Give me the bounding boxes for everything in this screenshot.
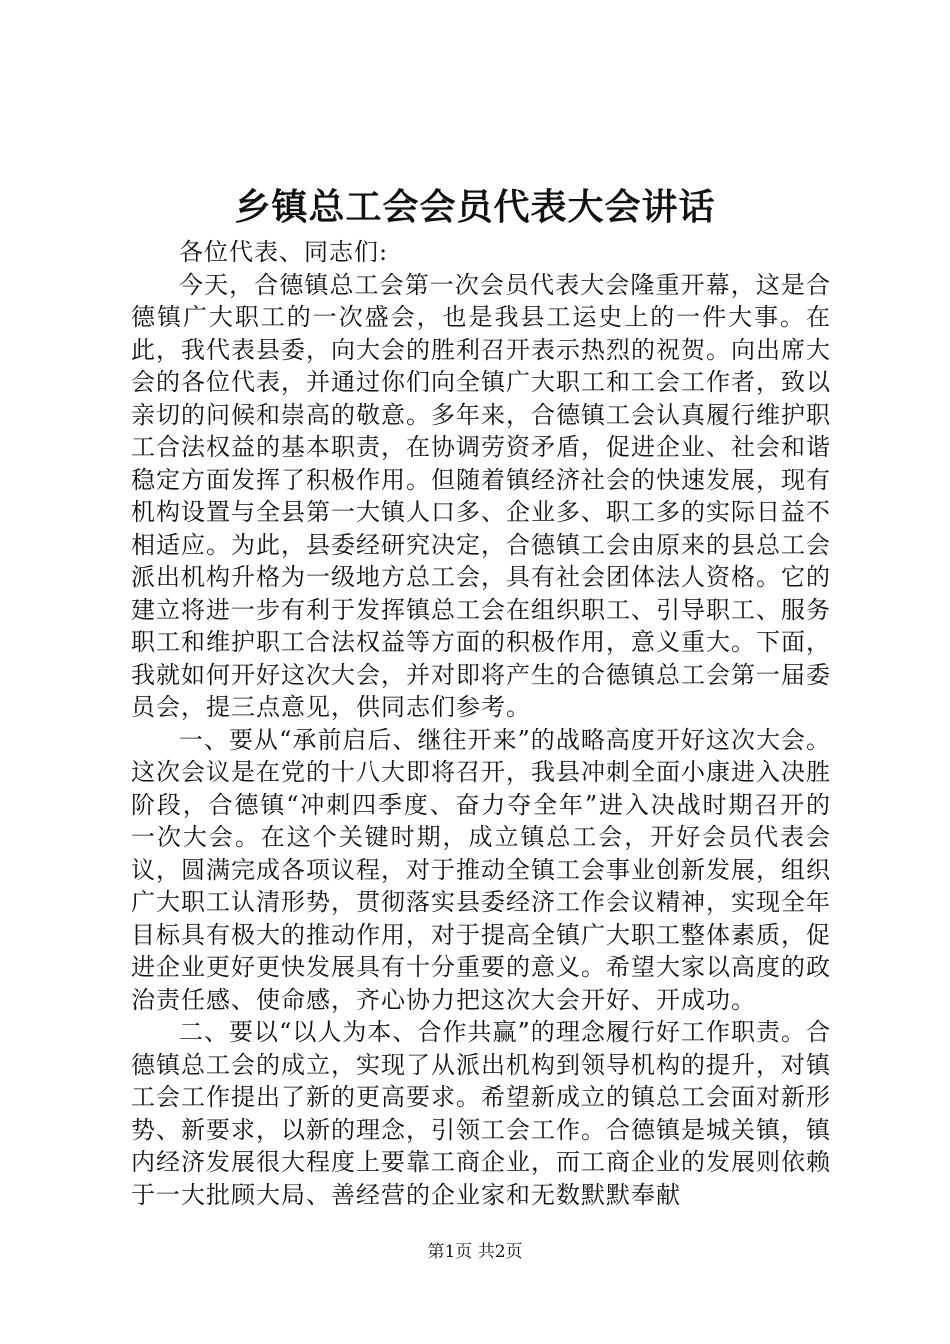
page-footer: 第1页 共2页: [427, 1242, 523, 1262]
document-body: [131, 236, 831, 1211]
document-title: 乡镇总工会会员代表大会讲话: [234, 187, 716, 228]
paragraph-point-one: 一、要从“承前启后、继往开来”的战略高度开好这次大会。这次会议是在党的十八大即将召开，我县冲刺全面小康进入决胜阶段，合德镇“冲刺四季度、奋力夺全年”进入决战时期召开的一次大会。在这个关键时期，成立镇总工会，开好会员代表会议，圆满完成各项议程，对于推动全镇工会事业创新发展，组织广大职工认清形势，贯彻落实县委经济工作会议精神，实现全年目标具有极大的推动作用，对于提高全镇广大职工整体素质，促进企业更好更快发展具有十分重要的意义。希望大家以高度的政治责任感、使命感，齐心协力把这次大会开好、开成功。: [131, 725, 831, 1014]
paragraph-point-two: 二、要以“以人为本、合作共赢”的理念履行好工作职责。合德镇总工会的成立，实现了从派出机构到领导机构的提升，对镇工会工作提出了新的更高要求。希望新成立的镇总工会面对新形势、新要求，以新的理念，引领工会工作。合德镇是城关镇，镇内经济发展很大程度上要靠工商企业，而工商企业的发展则依赖于一大批顾大局、善经营的企业家和无数默默奉献: [131, 1018, 831, 1209]
paragraph-intro: 今天，合德镇总工会第一次会员代表大会隆重开幕，这是合德镇广大职工的一次盛会，也是我县工运史上的一件大事。在此，我代表县委，向大会的胜利召开表示热烈的祝贺。向出席大会的各位代表，并通过你们向全镇广大职工和工会工作者，致以亲切的问候和崇高的敬意。多年来，合德镇工会认真履行维护职工合法权益的基本职责，在协调劳资矛盾，促进企业、社会和谐稳定方面发挥了积极作用。但随着镇经济社会的快速发展，现有机构设置与全县第一大镇人口多、企业多、职工多的实际日益不相适应。为此，县委经研究决定，合德镇工会由原来的县总工会派出机构升格为一级地方总工会，具有社会团体法人资格。它的建立将进一步有利于发挥镇总工会在组织职工、引导职工、服务职工和维护职工合法权益等方面的积极作用，意义重大。下面，我就如何开好这次大会，并对即将产生的合德镇总工会第一届委员会，提三点意见，供同志们参考。: [131, 270, 831, 721]
salutation: 各位代表、同志们:: [179, 238, 389, 266]
